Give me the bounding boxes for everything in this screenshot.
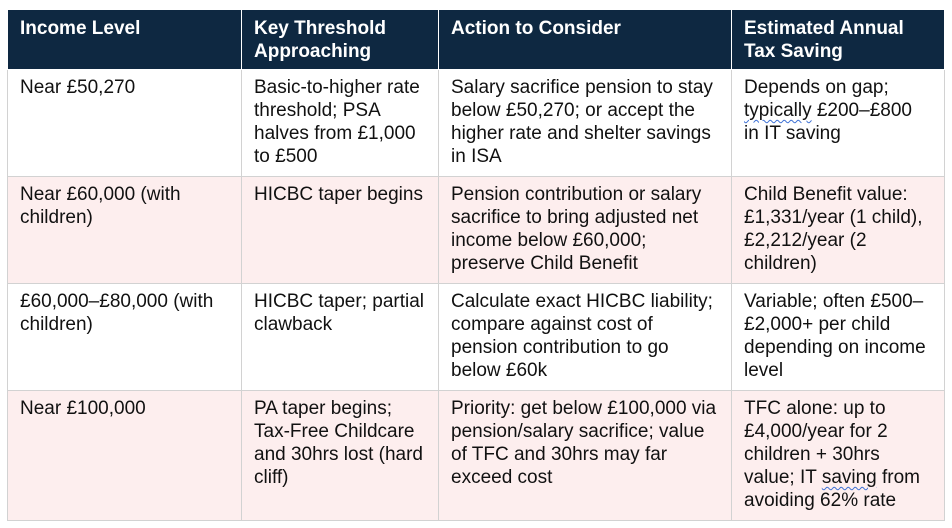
cell-income-level[interactable]: £60,000–£80,000 (with children) bbox=[8, 284, 242, 391]
saving-text: from avoiding 62% rate bbox=[744, 467, 921, 511]
cell-action[interactable]: Calculate exact HICBC liability; compare against cost of pension contribution to go below £60k bbox=[439, 284, 732, 391]
header-income-level: Income Level bbox=[8, 10, 242, 70]
saving-text: £200–£800 in IT saving bbox=[744, 100, 912, 144]
header-key-threshold: Key Threshold Approaching bbox=[242, 10, 439, 70]
table-row bbox=[8, 177, 945, 284]
cell-saving[interactable]: Variable; often £500–£2,000+ per child depending on income level bbox=[732, 284, 945, 391]
header-action: Action to Consider bbox=[439, 10, 732, 70]
saving-text: Depends on gap; bbox=[744, 77, 889, 98]
table-row bbox=[8, 391, 945, 521]
cell-threshold[interactable]: HICBC taper; partial clawback bbox=[242, 284, 439, 391]
cell-saving[interactable] bbox=[732, 70, 945, 177]
spellcheck-flagged-word[interactable]: saving bbox=[821, 467, 877, 488]
cell-threshold[interactable]: Basic-to-higher rate threshold; PSA halves from £1,000 to £500 bbox=[242, 70, 439, 177]
cell-income-level[interactable]: Near £100,000 bbox=[8, 391, 242, 521]
spellcheck-flagged-word[interactable]: typically bbox=[744, 100, 812, 121]
tax-threshold-table-container bbox=[7, 9, 944, 521]
cell-income-level[interactable]: Near £60,000 (with children) bbox=[8, 177, 242, 284]
cell-action[interactable]: Salary sacrifice pension to stay below £50,270; or accept the higher rate and shelter savings in ISA bbox=[439, 70, 732, 177]
table-row bbox=[8, 284, 945, 391]
saving-text: TFC alone: up to £4,000/year for 2 children + 30hrs value; IT bbox=[744, 398, 888, 488]
cell-threshold[interactable]: HICBC taper begins bbox=[242, 177, 439, 284]
tax-threshold-table bbox=[7, 9, 945, 521]
cell-action[interactable]: Priority: get below £100,000 via pension/salary sacrifice; value of TFC and 30hrs may far exceed cost bbox=[439, 391, 732, 521]
cell-income-level[interactable]: Near £50,270 bbox=[8, 70, 242, 177]
cell-action[interactable]: Pension contribution or salary sacrifice to bring adjusted net income below £60,000; preserve Child Benefit bbox=[439, 177, 732, 284]
cell-threshold[interactable]: PA taper begins; Tax-Free Childcare and 30hrs lost (hard cliff) bbox=[242, 391, 439, 521]
table-header-row bbox=[8, 10, 945, 70]
table-row bbox=[8, 70, 945, 177]
header-tax-saving: Estimated Annual Tax Saving bbox=[732, 10, 945, 70]
cell-saving[interactable] bbox=[732, 391, 945, 521]
cell-saving[interactable]: Child Benefit value: £1,331/year (1 child), £2,212/year (2 children) bbox=[732, 177, 945, 284]
